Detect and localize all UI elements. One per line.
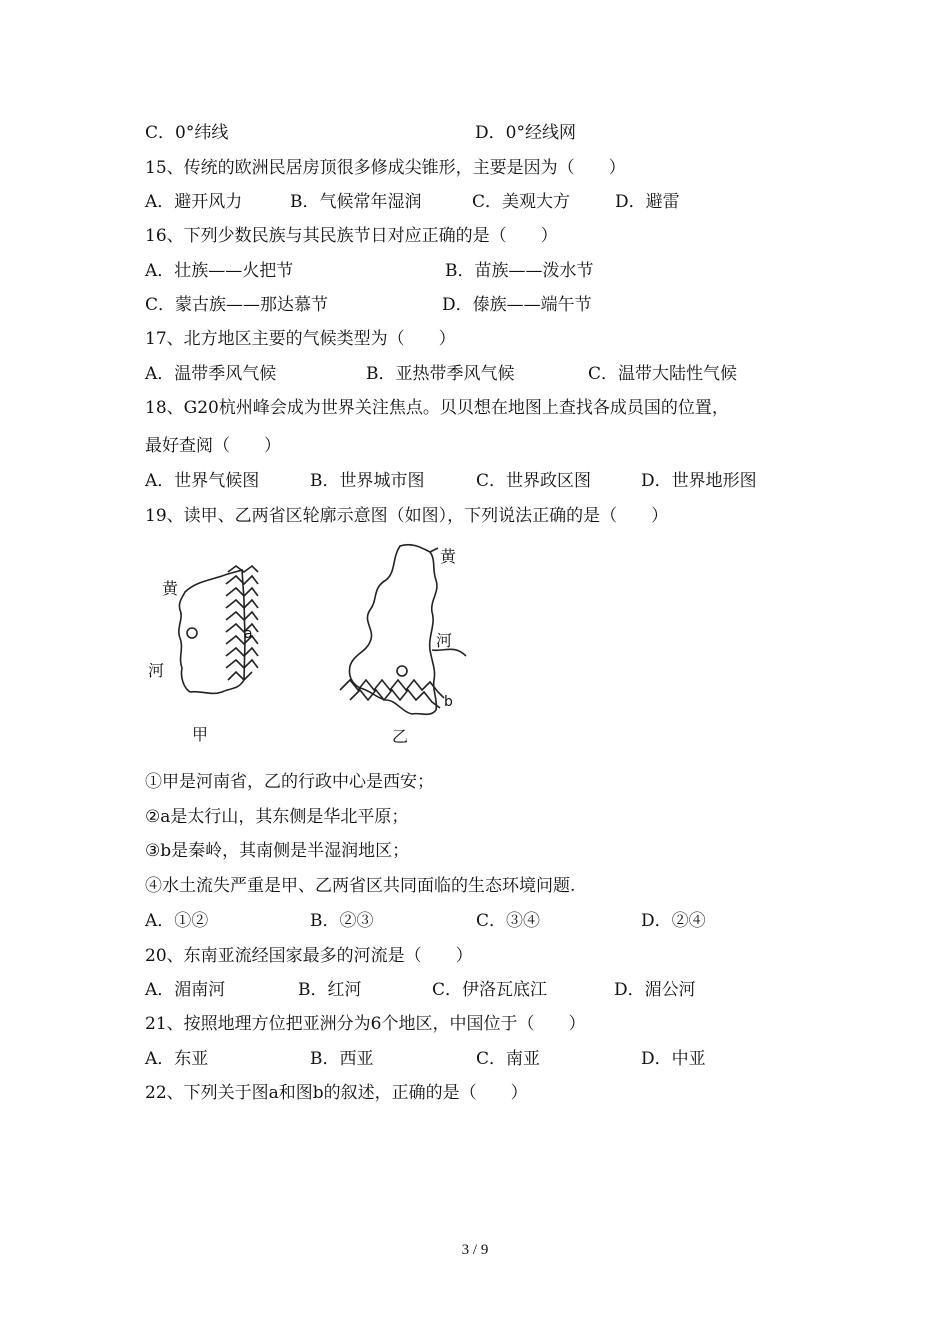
q21-option-c: C．南亚 (476, 1049, 541, 1069)
q19-option-d: D．②④ (641, 911, 706, 931)
q20-option-b: B．红河 (298, 980, 362, 1000)
jia-river-label-2: 河 (148, 661, 165, 680)
q20-option-c: C．伊洛瓦底江 (432, 980, 548, 1000)
q14-option-d: D．0°经线网 (475, 123, 576, 143)
q20-stem: 20、东南亚流经国家最多的河流是（ ） (145, 946, 473, 966)
q15-stem: 15、传统的欧洲民居房顶很多修成尖锥形，主要是因为（ ） (145, 158, 626, 178)
q17-option-a: A．温带季风气候 (145, 364, 277, 384)
q19-stem: 19、读甲、乙两省区轮廓示意图（如图），下列说法正确的是（ ） (145, 506, 669, 526)
q19-option-b: B．②③ (310, 911, 374, 931)
q21-stem: 21、按照地理方位把亚洲分为6个地区，中国位于（ ） (145, 1014, 586, 1034)
q15-option-b: B．气候常年湿润 (290, 192, 422, 212)
q20-option-a: A．湄南河 (145, 980, 226, 1000)
yi-river-label-2: 河 (436, 631, 453, 650)
yi-river-label-1: 黄 (440, 547, 457, 566)
q18-option-b: B．世界城市图 (310, 471, 425, 491)
q16-option-a: A．壮族——火把节 (145, 261, 294, 281)
q16-option-b: B．苗族——泼水节 (445, 261, 594, 281)
q20-option-d: D．湄公河 (614, 980, 696, 1000)
q18-option-c: C．世界政区图 (476, 471, 592, 491)
jia-river-label-1: 黄 (162, 579, 179, 598)
yi-province-map (340, 545, 466, 715)
province-outline-figure (140, 540, 500, 750)
q19-statement-1: ①甲是河南省，乙的行政中心是西安； (145, 772, 434, 792)
q18-option-a: A．世界气候图 (145, 471, 260, 491)
q15-option-d: D．避雷 (615, 192, 680, 212)
q16-option-c: C．蒙古族——那达慕节 (145, 295, 329, 315)
q15-option-c: C．美观大方 (472, 192, 571, 212)
page-number: 3 / 9 (461, 1242, 489, 1258)
q17-option-c: C．温带大陆性气候 (588, 364, 738, 384)
q18-stem-line2: 最好查阅（ ） (145, 436, 281, 456)
q19-statement-2: ②a是太行山，其东侧是华北平原； (145, 807, 409, 827)
q18-option-d: D．世界地形图 (641, 471, 757, 491)
q19-statement-3: ③b是秦岭，其南侧是半湿润地区； (145, 841, 410, 861)
yi-caption: 乙 (392, 727, 409, 746)
jia-mountain-label: a (244, 626, 253, 642)
q19-option-a: A．①② (145, 911, 209, 931)
q21-option-d: D．中亚 (641, 1049, 706, 1069)
q18-stem-line1: 18、G20杭州峰会成为世界关注焦点。贝贝想在地图上查找各成员国的位置， (145, 398, 729, 418)
q14-option-c: C．0°纬线 (145, 123, 229, 143)
yi-mountain-label: b (444, 694, 453, 710)
q19-statement-4: ④水土流失严重是甲、乙两省区共同面临的生态环境问题. (145, 876, 576, 896)
q21-option-b: B．西亚 (310, 1049, 374, 1069)
q16-stem: 16、下列少数民族与其民族节日对应正确的是（ ） (145, 226, 558, 246)
q22-stem: 22、下列关于图a和图b的叙述，正确的是（ ） (145, 1083, 528, 1103)
q21-option-a: A．东亚 (145, 1049, 209, 1069)
q19-option-c: C．③④ (476, 911, 541, 931)
q16-option-d: D．傣族——端午节 (442, 295, 592, 315)
q17-stem: 17、北方地区主要的气候类型为（ ） (145, 329, 456, 349)
q15-option-a: A．避开风力 (145, 192, 243, 212)
jia-caption: 甲 (192, 725, 209, 744)
q17-option-b: B．亚热带季风气候 (366, 364, 515, 384)
